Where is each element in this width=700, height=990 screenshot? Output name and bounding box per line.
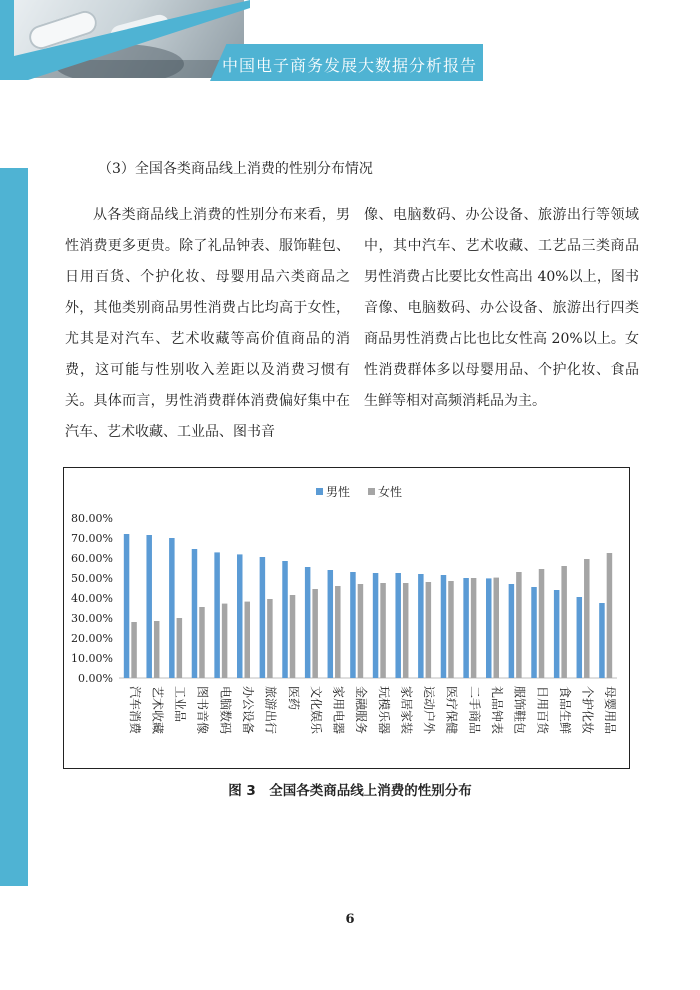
bar-male [169,538,175,678]
x-tick-label: 玩模乐器 [376,686,391,735]
legend-swatch-female [368,488,375,495]
y-tick-label: 40.00% [71,592,113,605]
bar-female [290,595,296,678]
legend-label: 男性 [326,485,351,499]
y-tick-label: 10.00% [71,652,113,665]
bar-female [584,559,590,678]
x-tick-label: 艺术收藏 [150,686,165,735]
x-tick-label: 二手商品 [467,686,482,735]
bar-male [124,534,130,678]
x-tick-label: 日用百货 [535,686,550,735]
x-tick-label: 家用电器 [331,686,346,735]
bar-female [539,569,545,678]
bar-female [380,583,386,678]
y-tick-label: 0.00% [78,672,113,685]
x-tick-label: 食品生鲜 [557,686,572,735]
legend-swatch-male [316,488,323,495]
bar-female [358,584,364,678]
legend-label: 女性 [378,485,403,499]
bar-female [199,607,205,678]
bar-female [448,581,454,678]
x-tick-label: 金融服务 [354,686,369,735]
bar-female [312,589,318,678]
bar-male [395,573,401,678]
x-tick-label: 服饰鞋包 [512,686,527,735]
body-text-left: 从各类商品线上消费的性别分布来看，男性消费更多更贵。除了礼品钟表、服饰鞋包、日用百货、个护化妆、母婴用品六类商品之外，其他类别商品男性消费占比均高于女性，尤其是对汽车、艺术收藏等高价值商品的消费，这可能与性别收入差距以及消费习惯有关。具体而言，男性消费群体消费偏好集中在汽车、艺术收藏、工业品、图书音 [65,207,350,440]
bar-female [561,566,567,678]
bar-male [237,554,243,678]
x-tick-label: 礼品钟表 [490,686,504,735]
y-tick-label: 60.00% [71,552,113,565]
bar-male [599,603,605,678]
bar-male [305,567,311,678]
x-tick-label: 文化娱乐 [308,686,323,735]
x-tick-label: 汽车消费 [127,686,142,735]
x-tick-label: 医疗保健 [444,686,459,735]
bar-female [245,602,251,678]
x-tick-label: 工业品 [173,686,188,723]
y-tick-label: 50.00% [71,572,113,585]
y-tick-label: 30.00% [71,612,113,625]
x-tick-label: 旅游出行 [263,686,278,735]
y-tick-label: 80.00% [71,512,113,525]
bar-female [177,618,183,678]
chart-caption: 图 3 全国各类商品线上消费的性别分布 [228,783,472,799]
x-tick-label: 个护化妆 [580,686,595,735]
bar-female [267,599,273,678]
y-tick-label: 20.00% [71,632,113,645]
report-title: 中国电子商务发展大数据分析报告 [222,56,478,75]
section-heading: （3）全国各类商品线上消费的性别分布情况 [98,161,373,177]
y-tick-label: 70.00% [71,532,113,545]
x-tick-label: 办公设备 [241,686,255,735]
bar-male [214,552,220,678]
bar-male [441,575,447,678]
bar-female [154,621,160,678]
x-tick-label: 医药 [286,686,301,711]
x-tick-label: 运动户外 [422,686,437,735]
bar-female [335,586,341,678]
bar-male [282,561,288,678]
bar-male [192,549,198,678]
x-tick-label: 电脑数码 [218,686,233,735]
bar-male [531,587,537,678]
bar-male [509,584,515,678]
x-tick-label: 图书音像 [195,686,210,735]
bar-female [131,622,137,678]
bar-male [554,590,560,678]
bar-male [486,578,492,678]
bar-male [260,557,266,678]
page-number: 6 [345,912,355,927]
bar-female [426,582,432,678]
bar-male [373,573,379,678]
bar-male [463,578,469,678]
header-band [0,0,14,80]
bar-female [494,578,500,678]
bar-female [403,583,409,678]
chart [63,467,630,769]
body-text-right: 像、电脑数码、办公设备、旅游出行等领域中，其中汽车、艺术收藏、工艺品三类商品男性消费占比要比女性高出 40%以上，图书音像、电脑数码、办公设备、旅游出行四类商品男性消费占比也比女性高 20%以上。女性消费群体多以母婴用品、个护化妆、食品生鲜等相对高频消耗品为主。 [364,207,639,409]
x-tick-label: 母婴用品 [603,686,618,735]
bar-male [146,535,152,678]
bar-female [516,572,522,678]
bar-male [350,572,356,678]
x-tick-label: 家居家装 [399,686,414,735]
chart-svg [64,468,629,768]
bar-female [471,578,477,678]
bar-female [222,604,228,678]
bar-male [577,597,583,678]
bar-female [607,553,613,678]
bar-male [418,574,424,678]
bar-male [328,570,334,678]
